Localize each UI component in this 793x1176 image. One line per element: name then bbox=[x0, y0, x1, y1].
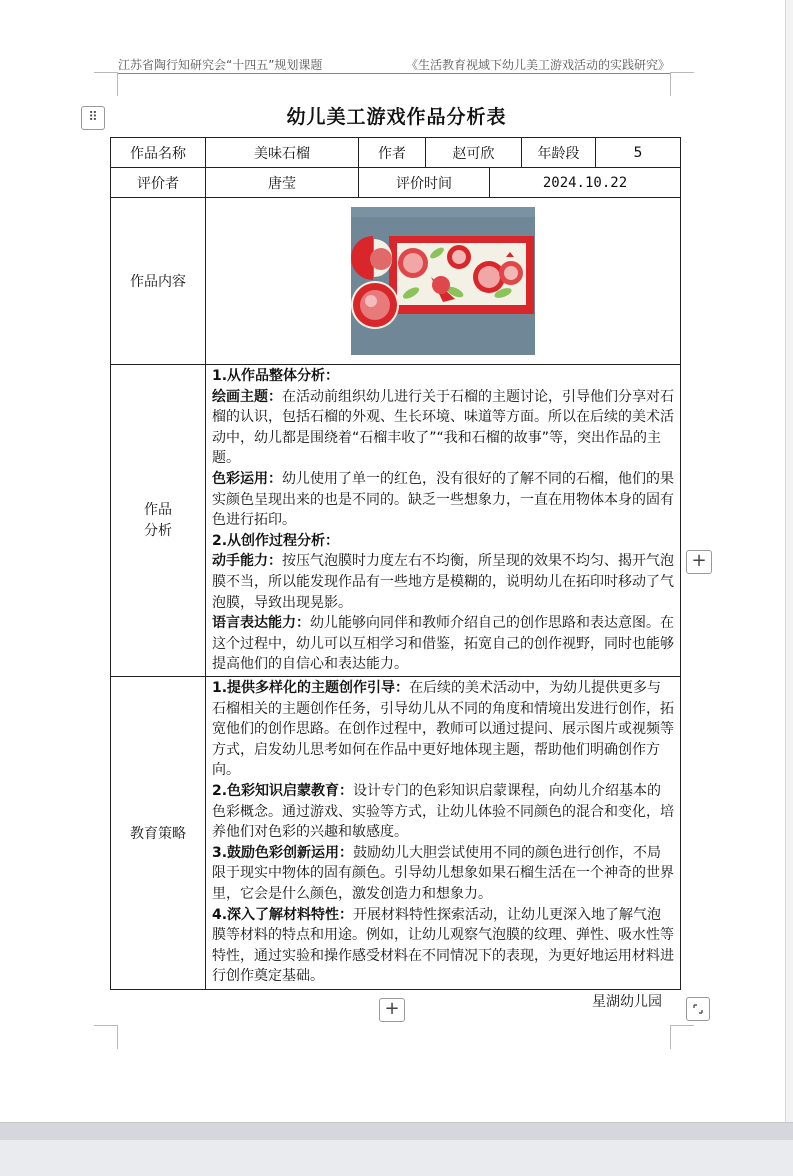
theme-heading: 绘画主题： bbox=[212, 388, 282, 405]
content-label: 作品内容 bbox=[111, 198, 206, 365]
crop-mark-tr-h bbox=[670, 72, 694, 73]
author-value: 赵可欣 bbox=[426, 138, 522, 168]
time-value: 2024.10.22 bbox=[490, 168, 681, 198]
strategy-4-heading: 4.深入了解材料特性： bbox=[212, 906, 354, 923]
strategy-text bbox=[206, 677, 680, 988]
strategy-1-heading: 1.提供多样化的主题创作引导： bbox=[212, 680, 410, 696]
strategy-4-text: 开展材料特性探索活动，让幼儿更深入地了解气泡膜等材料的特点和用途。例如，让幼儿观察气泡膜的纹理、弹性、吸水性等特性，通过实验和操作感受材料在不同情况下的表现，为更好地运用材料进行创作奠定基础。 bbox=[212, 906, 674, 985]
resize-table-icon[interactable] bbox=[686, 997, 710, 1021]
header-right: 《生活教育视域下幼儿美工游戏活动的实践研究》 bbox=[405, 58, 670, 72]
hands-on-text: 按压气泡膜时力度左右不均衡，所呈现的效果不均匀、揭开气泡膜不当，所以能发现作品有一些地方是模糊的，说明幼儿在拓印时移动了气泡膜，导致出现晃影。 bbox=[212, 553, 674, 611]
analysis-paragraph-2 bbox=[212, 469, 674, 531]
artwork-image bbox=[351, 207, 535, 355]
reviewer-label: 评价者 bbox=[111, 168, 206, 198]
analysis-heading-2-text: 2.从创作过程分析： bbox=[212, 532, 340, 549]
artwork-cell bbox=[206, 198, 681, 365]
reviewer-value: 唐莹 bbox=[206, 168, 359, 198]
crop-mark-br-h bbox=[670, 1025, 694, 1026]
header-rule bbox=[118, 73, 670, 74]
strategy-label: 教育策略 bbox=[111, 677, 206, 990]
name-value: 美味石榴 bbox=[206, 138, 359, 168]
language-heading: 语言表达能力： bbox=[212, 615, 310, 632]
language-text: 幼儿能够向同伴和教师介绍自己的创作思路和表达意图。在这个过程中，幼儿可以互相学习和借鉴，拓宽自己的创作视野，同时也能够提高他们的自信心和表达能力。 bbox=[212, 615, 674, 673]
bottom-area bbox=[0, 1140, 793, 1176]
strategy-1-text: 在后续的美术活动中，为幼儿提供更多与石榴相关的主题创作任务，引导幼儿从不同的角度和情境出发进行创作，拓宽他们的创作思路。在创作过程中，教师可以通过提问、展示图片或视频等方式，启发幼儿思考如何在作品中更好地体现主题，帮助他们明确创作方向。 bbox=[212, 680, 674, 779]
color-text: 幼儿使用了单一的红色，没有很好的了解不同的石榴，他们的果实颜色呈现出来的也是不同的。缺乏一些想象力，一直在用物体本身的固有色进行拓印。 bbox=[212, 470, 674, 529]
analysis-paragraph-4 bbox=[212, 613, 674, 675]
analysis-label bbox=[111, 365, 206, 677]
crop-mark-tr-v bbox=[670, 72, 671, 96]
strategy-item-4 bbox=[212, 905, 674, 987]
strategy-2-text: 设计专门的色彩知识启蒙课程，向幼儿介绍基本的色彩概念。通过游戏、实验等方式，让幼儿体验不同颜色的混合和变化，培养他们对色彩的兴趣和敏感度。 bbox=[212, 782, 674, 841]
analysis-cell bbox=[206, 365, 681, 677]
analysis-text bbox=[206, 365, 680, 676]
table-row bbox=[111, 138, 681, 168]
theme-text: 在活动前组织幼儿进行关于石榴的主题讨论，引导他们分享对石榴的认识，包括石榴的外观、生长环境、味道等方面。所以在后续的美术活动中，幼儿都是围绕着“石榴丰收了”“我和石榴的故事”等，突出作品的主题。 bbox=[212, 388, 674, 467]
crop-mark-tl-h bbox=[94, 72, 118, 73]
age-value: 5 bbox=[596, 138, 681, 168]
add-column-icon[interactable]: + bbox=[686, 550, 712, 574]
table-row bbox=[111, 198, 681, 365]
table-row bbox=[111, 677, 681, 990]
page-edge bbox=[785, 0, 793, 1122]
crop-mark-bl-v bbox=[117, 1025, 118, 1049]
crop-mark-tl-v bbox=[117, 72, 118, 96]
hands-on-heading: 动手能力： bbox=[212, 553, 282, 570]
analysis-heading-2 bbox=[212, 531, 674, 552]
analysis-label-line-1: 作品 bbox=[144, 501, 172, 518]
age-label: 年龄段 bbox=[522, 138, 596, 168]
table-drag-handle-icon[interactable]: ⠿ bbox=[81, 106, 105, 130]
time-label: 评价时间 bbox=[359, 168, 490, 198]
add-row-icon[interactable]: + bbox=[379, 998, 405, 1022]
analysis-heading-1 bbox=[212, 366, 674, 387]
analysis-label-line-2: 分析 bbox=[144, 522, 172, 539]
analysis-table bbox=[110, 137, 681, 990]
signature-text: 星湖幼儿园 bbox=[592, 994, 662, 1010]
strategy-3-text: 鼓励幼儿大胆尝试使用不同的颜色进行创作，不局限于现实中物体的固有颜色。引导幼儿想象如果石榴生活在一个神奇的世界里，它会是什么颜色，激发创造力和想象力。 bbox=[212, 844, 674, 902]
analysis-paragraph-1 bbox=[212, 387, 674, 469]
strategy-item-3 bbox=[212, 843, 674, 905]
strategy-item-2 bbox=[212, 781, 674, 843]
strategy-2-heading: 2.色彩知识启蒙教育： bbox=[212, 782, 354, 799]
crop-mark-bl-h bbox=[94, 1025, 118, 1026]
author-label: 作者 bbox=[359, 138, 426, 168]
strategy-cell bbox=[206, 677, 681, 990]
strategy-3-heading: 3.鼓励色彩创新运用： bbox=[212, 844, 354, 861]
header-left: 江苏省陶行知研究会“十四五”规划课题 bbox=[118, 58, 323, 72]
analysis-paragraph-3 bbox=[212, 551, 674, 613]
strategy-item-1 bbox=[212, 678, 674, 781]
color-heading: 色彩运用： bbox=[212, 470, 282, 487]
status-strip bbox=[0, 1122, 793, 1141]
page-title: 幼儿美工游戏作品分析表 bbox=[286, 106, 507, 128]
table-row bbox=[111, 168, 681, 198]
resize-icon-glyph bbox=[687, 998, 709, 1020]
table-row bbox=[111, 365, 681, 677]
crop-mark-br-v bbox=[670, 1025, 671, 1049]
analysis-heading-1-text: 1.从作品整体分析： bbox=[212, 368, 340, 384]
name-label: 作品名称 bbox=[111, 138, 206, 168]
